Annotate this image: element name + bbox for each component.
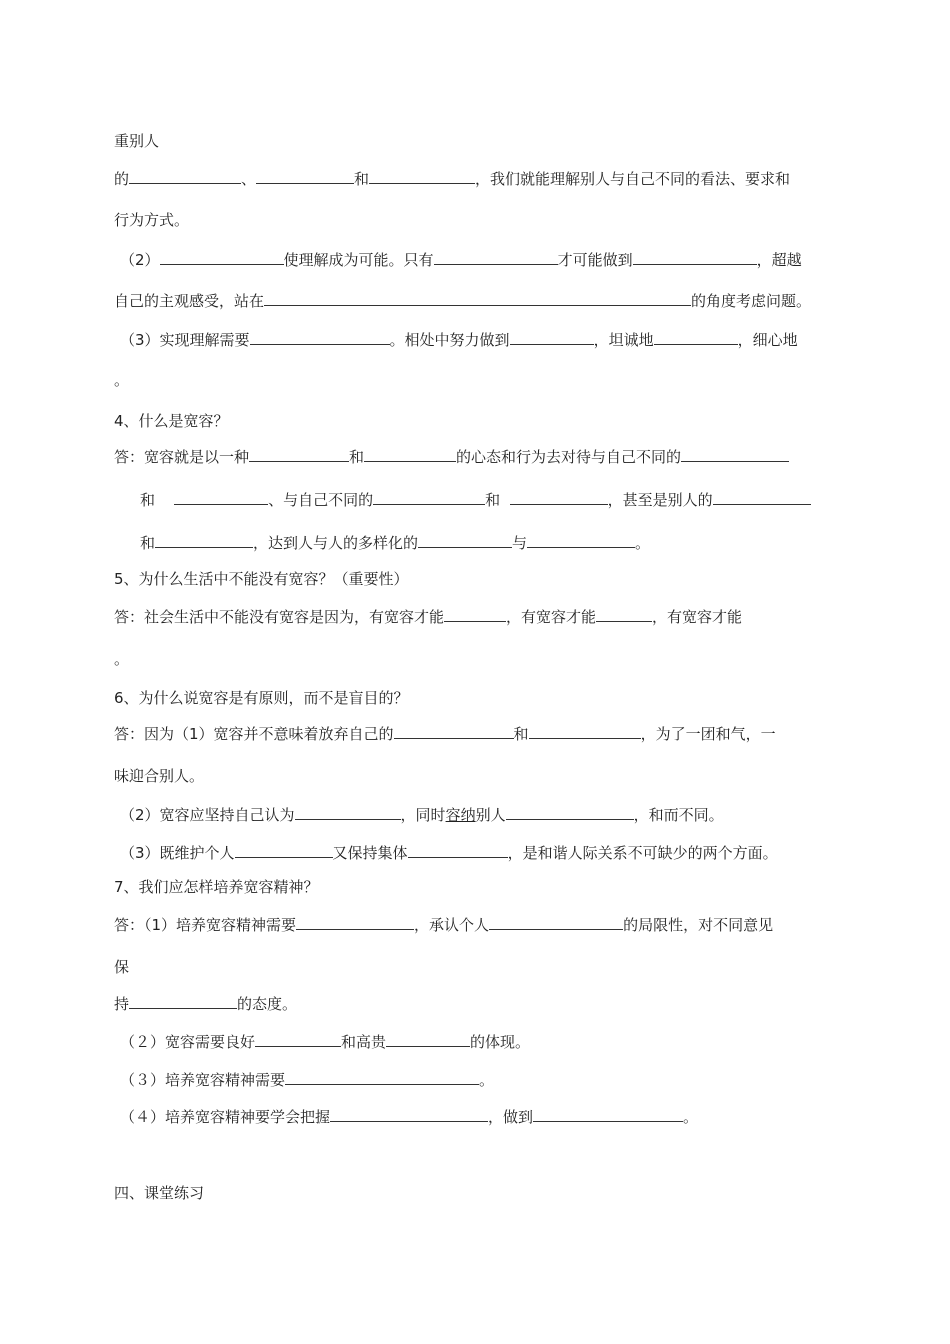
text: ，做到 [488, 1108, 534, 1126]
text: 的体现。 [470, 1033, 531, 1051]
section-heading [114, 1183, 840, 1203]
text: （３）培养宽容精神需要 [120, 1071, 286, 1089]
text: （２）宽容需要良好 [120, 1033, 256, 1051]
text-line [114, 993, 840, 1014]
fill-blank[interactable] [296, 914, 414, 930]
text-line [114, 957, 840, 977]
text-line [114, 766, 840, 786]
fill-blank[interactable] [249, 446, 349, 462]
text-line [114, 168, 840, 189]
fill-blank[interactable] [527, 532, 635, 548]
text: （2） [120, 251, 160, 269]
fill-blank[interactable] [654, 329, 738, 345]
text: ，为了一团和气，一 [640, 725, 776, 743]
text: ，和而不同。 [633, 806, 724, 824]
text: 自己的主观感受，站在 [114, 292, 265, 310]
fill-blank[interactable] [596, 606, 652, 622]
question-heading [114, 688, 840, 708]
text: 的心态和行为去对待与自己不同的 [456, 448, 682, 466]
text: 的态度。 [237, 995, 298, 1013]
text: ，超越 [756, 251, 802, 269]
text-line [120, 1106, 840, 1127]
text: 行为方式。 [114, 211, 190, 229]
text: （４）培养宽容精神要学会把握 [120, 1108, 331, 1126]
fill-blank[interactable] [529, 723, 641, 739]
text-line [114, 290, 840, 311]
fill-blank[interactable] [255, 1031, 341, 1047]
text-line [120, 804, 840, 825]
text: 才可能做到 [557, 251, 633, 269]
text: 和高贵 [341, 1033, 387, 1051]
fill-blank[interactable] [295, 804, 401, 820]
fill-blank[interactable] [510, 489, 608, 505]
text: （3）既维护个人 [120, 844, 235, 862]
text: 保 [114, 958, 130, 976]
text-line [120, 842, 840, 863]
fill-blank[interactable] [489, 914, 623, 930]
fill-blank[interactable] [369, 168, 475, 184]
text: ，同时 [400, 806, 446, 824]
text: 容纳 [445, 806, 476, 824]
fill-blank[interactable] [394, 723, 514, 739]
text-line [114, 649, 840, 669]
fill-blank[interactable] [418, 532, 512, 548]
text: 7、我们应怎样培养宽容精神？ [114, 878, 319, 896]
fill-blank[interactable] [285, 1069, 479, 1085]
text-line [140, 532, 840, 553]
text: 。 [114, 371, 130, 389]
text: 。 [114, 650, 130, 668]
text-line [120, 329, 840, 350]
text: 别人 [475, 806, 506, 824]
text: 4、什么是宽容？ [114, 412, 229, 430]
text: ，坦诚地 [593, 331, 654, 349]
fill-blank[interactable] [510, 329, 594, 345]
text: ，有宽容才能 [652, 608, 743, 626]
text: 与 [512, 534, 528, 552]
fill-blank[interactable] [373, 489, 485, 505]
text: 和 [140, 491, 156, 509]
text: ，承认个人 [414, 916, 490, 934]
text-line [120, 1031, 840, 1052]
text: 6、为什么说宽容是有原则，而不是盲目的？ [114, 689, 409, 707]
fill-blank[interactable] [386, 1031, 470, 1047]
question-heading [114, 411, 840, 431]
text-line [114, 370, 840, 390]
text-line [114, 446, 840, 467]
question-heading [114, 877, 840, 897]
text-line [114, 723, 840, 744]
fill-blank[interactable] [434, 249, 558, 265]
fill-blank[interactable] [129, 168, 241, 184]
text: 和 [140, 534, 156, 552]
text-line [114, 914, 840, 935]
fill-blank[interactable] [250, 329, 390, 345]
fill-blank[interactable] [129, 993, 237, 1009]
text: 答：（1）培养宽容精神需要 [114, 916, 297, 934]
text: 答：因为（1）宽容并不意味着放弃自己的 [114, 725, 394, 743]
fill-blank[interactable] [264, 290, 691, 306]
text: （3）实现理解需要 [120, 331, 250, 349]
text: ，细心地 [737, 331, 798, 349]
fill-blank[interactable] [256, 168, 354, 184]
fill-blank[interactable] [330, 1106, 488, 1122]
text-line [114, 606, 840, 627]
text: ，甚至是别人的 [607, 491, 713, 509]
text: 重别人 [114, 132, 160, 150]
text: 、 [241, 170, 257, 188]
fill-blank[interactable] [444, 606, 506, 622]
text: 四、课堂练习 [114, 1184, 205, 1202]
text: ，有宽容才能 [506, 608, 597, 626]
text: 。相处中努力做到 [389, 331, 510, 349]
text: 的角度考虑问题。 [691, 292, 812, 310]
fill-blank[interactable] [155, 532, 253, 548]
fill-blank[interactable] [235, 842, 333, 858]
text: 和 [349, 448, 365, 466]
text: 。 [635, 534, 651, 552]
text: 、与自己不同的 [268, 491, 374, 509]
text-line [120, 1069, 840, 1090]
question-heading [114, 569, 840, 589]
fill-blank[interactable] [408, 842, 508, 858]
text: 。 [479, 1071, 495, 1089]
text-line [120, 249, 840, 270]
text: 答：宽容就是以一种 [114, 448, 250, 466]
text: 使理解成为可能。只有 [283, 251, 434, 269]
text: 。 [683, 1108, 699, 1126]
text: （2）宽容应坚持自己认为 [120, 806, 295, 824]
text: ，是和谐人际关系不可缺少的两个方面。 [507, 844, 778, 862]
text: 和 [485, 491, 501, 509]
text: ，我们就能理解别人与自己不同的看法、要求和 [475, 170, 791, 188]
fill-blank[interactable] [681, 446, 789, 462]
fill-blank[interactable] [160, 249, 284, 265]
fill-blank[interactable] [713, 489, 811, 505]
text: 味迎合别人。 [114, 767, 205, 785]
fill-blank[interactable] [533, 1106, 683, 1122]
text: 持 [114, 995, 130, 1013]
text: 的 [114, 170, 130, 188]
text: 又保持集体 [332, 844, 408, 862]
text-line [114, 210, 840, 230]
text: 答：社会生活中不能没有宽容是因为，有宽容才能 [114, 608, 445, 626]
text: ，达到人与人的多样化的 [253, 534, 419, 552]
fill-blank[interactable] [506, 804, 634, 820]
text: 的局限性，对不同意见 [623, 916, 774, 934]
fill-blank[interactable] [174, 489, 268, 505]
fill-blank[interactable] [364, 446, 456, 462]
text: 5、为什么生活中不能没有宽容？（重要性） [114, 570, 409, 588]
text: 和 [513, 725, 529, 743]
text: 和 [354, 170, 370, 188]
text-line [114, 131, 840, 151]
text-line [140, 489, 840, 510]
fill-blank[interactable] [633, 249, 757, 265]
